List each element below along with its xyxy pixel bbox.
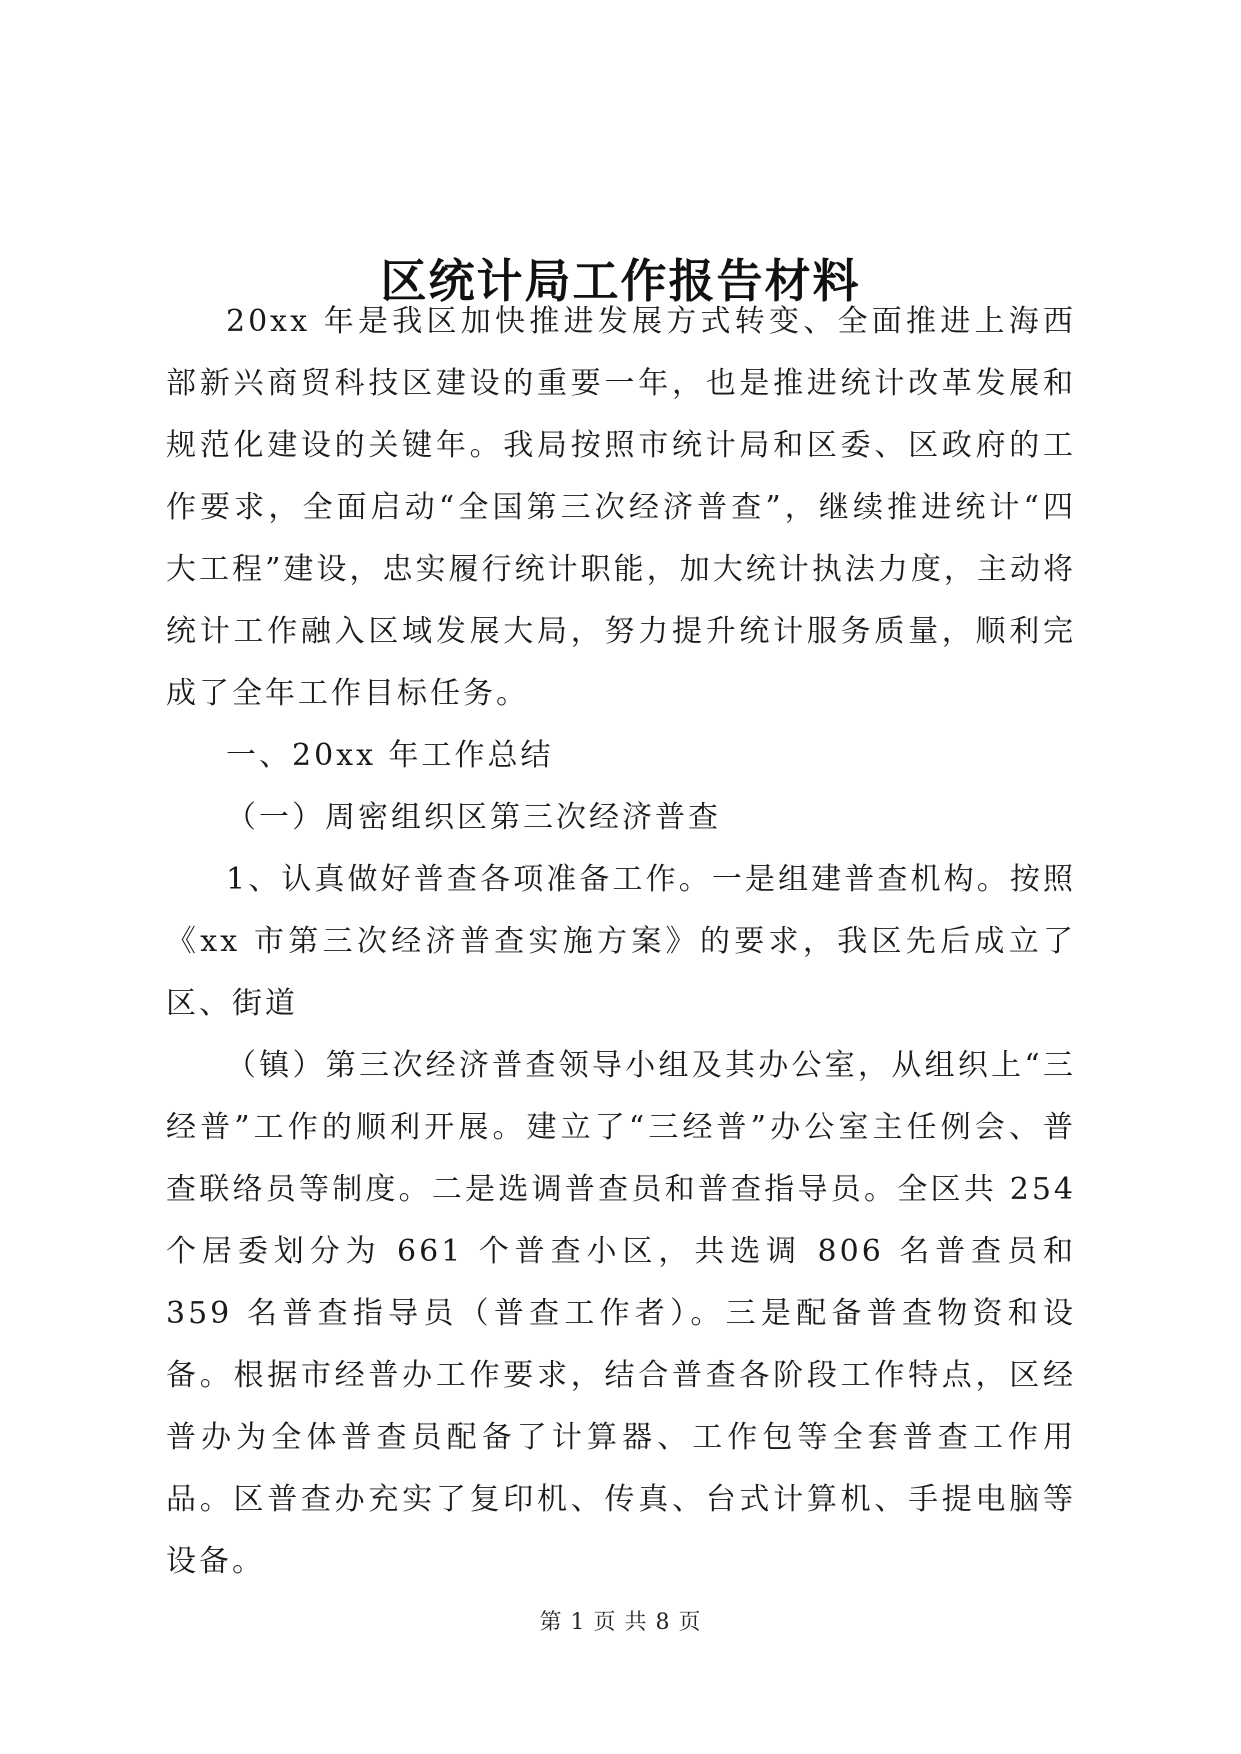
paragraph-item-1: 1、认真做好普查各项准备工作。一是组建普查机构。按照《xx 市第三次经济普查实施方案》的要求，我区先后成立了区、街道 bbox=[166, 862, 1076, 1021]
paragraph-intro: 20xx 年是我区加快推进发展方式转变、全面推进上海西部新兴商贸科技区建设的重要一年，也是推进统计改革发展和规范化建设的关键年。我局按照市统计局和区委、区政府的工作要求，全面启动“全国第三次经济普查”，继续推进统计“四大工程”建设，忠实履行统计职能，加大统计执法力度，主动将统计工作融入区域发展大局，努力提升统计服务质量，顺利完成了全年工作目标任务。 bbox=[166, 304, 1076, 711]
subsection-heading: （一）周密组织区第三次经济普查 bbox=[226, 800, 721, 835]
page-number-footer: 第 1 页 共 8 页 bbox=[539, 1610, 702, 1635]
section-heading: 一、20xx 年工作总结 bbox=[226, 738, 554, 773]
paragraph-item-1-continued: （镇）第三次经济普查领导小组及其办公室，从组织上“三经普”工作的顺利开展。建立了“三经普”办公室主任例会、普查联络员等制度。二是选调普查员和普查指导员。全区共 254 个居委划分为 661 个普查小区，共选调 806 名普查员和 359 名普查指导员（普查工作者）。三是配备普查物资和设备。根据市经普办工作要求，结合普查各阶段工作特点，区经普办为全体普查员配备了计算器、工作包等全套普查工作用品。区普查办充实了复印机、传真、台式计算机、手提电脑等设备。 bbox=[166, 1048, 1076, 1579]
document-title: 区统计局工作报告材料 bbox=[380, 253, 861, 308]
document-body bbox=[166, 291, 1076, 1593]
